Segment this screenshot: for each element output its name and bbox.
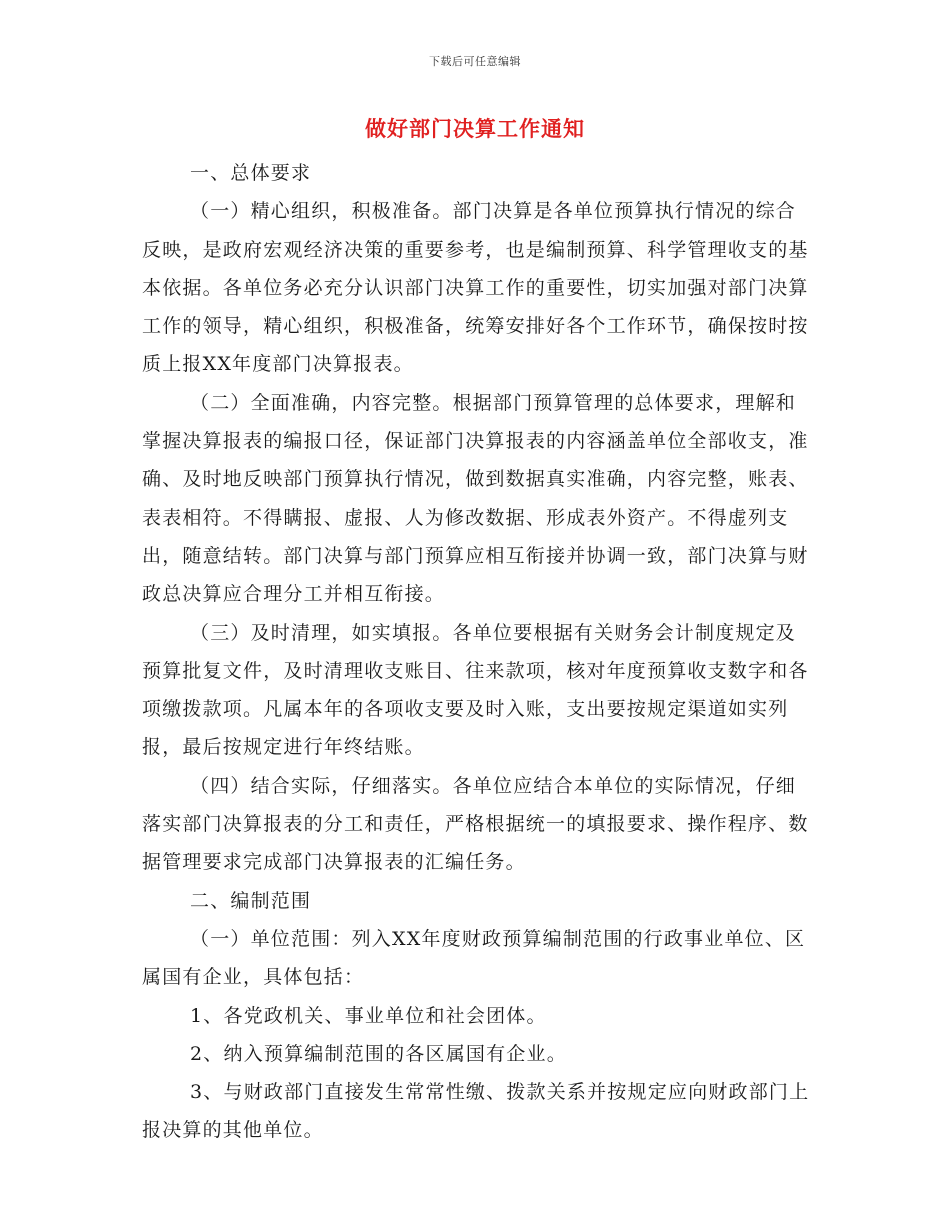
section-heading-scope: 二、编制范围 [190,889,312,912]
list-item-1: 1、各党政机关、事业单位和社会团体。 [190,1004,547,1027]
header-note: 下载后可任意编辑 [429,55,521,68]
paragraph-implementation: （四）结合实际，仔细落实。各单位应结合本单位的实际情况，仔细落实部门决算报表的分工和责任，严格根据统一的填报要求、操作程序、数据管理要求完成部门决算报表的汇编任务。 [142,774,809,874]
paragraph-accuracy: （二）全面准确，内容完整。根据部门预算管理的总体要求，理解和掌握决算报表的编报口径，保证部门决算报表的内容涵盖单位全部收支，准确、及时地反映部门预算执行情况，做到数据真实准确，内容完整，账表、表表相符。不得瞒报、虚报、人为修改数据、形成表外资产。不得虚列支出，随意结转。部门决算与部门预算应相互衔接并协调一致，部门决算与财政总决算应合理分工并相互衔接。 [142,391,809,606]
document-body [142,154,812,1150]
paragraph-clearing: （三）及时清理，如实填报。各单位要根据有关财务会计制度规定及预算批复文件，及时清理收支账目、往来款项，核对年度预算收支数字和各项缴拨款项。凡属本年的各项收支要及时入账，支出要按规定渠道如实列报，最后按规定进行年终结账。 [142,621,809,759]
document-title: 做好部门决算工作通知 [365,116,585,141]
list-item-3: 3、与财政部门直接发生常常性缴、拨款关系并按规定应向财政部门上报决算的其他单位。 [142,1081,810,1142]
list-item-2: 2、纳入预算编制范围的各区属国有企业。 [190,1042,567,1065]
section-heading-general-requirements: 一、总体要求 [190,162,312,184]
paragraph-organize: （一）精心组织，积极准备。部门决算是各单位预算执行情况的综合反映，是政府宏观经济决策的重要参考，也是编制预算、科学管理收支的基本依据。各单位务必充分认识部门决算工作的重要性，切实加强对部门决算工作的领导，精心组织，积极准备，统筹安排好各个工作环节，确保按时按质上报XX年度部门决算报表。 [142,200,809,376]
paragraph-unit-scope: （一）单位范围：列入XX年度财政预算编制范围的行政事业单位、区属国有企业，具体包括： [142,927,806,989]
